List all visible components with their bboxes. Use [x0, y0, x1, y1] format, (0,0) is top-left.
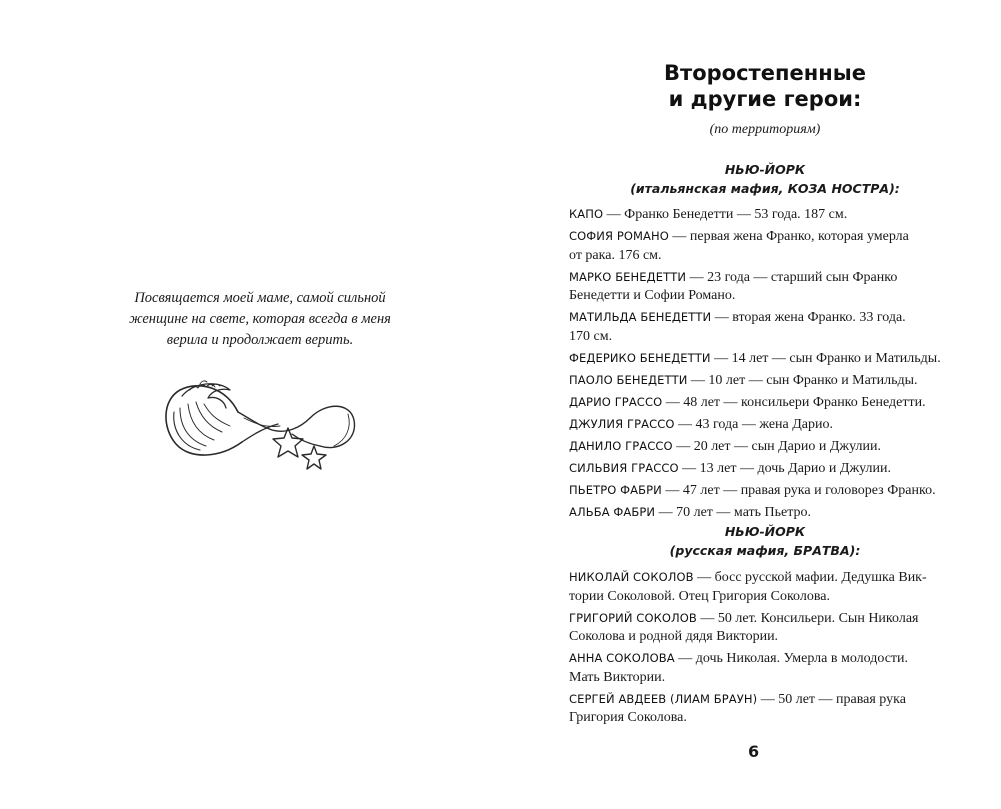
character-entry: [569, 205, 957, 225]
character-description: — 23 года — старший сын Франко: [686, 269, 898, 285]
character-entry-line: [569, 308, 957, 328]
character-entry-line: [569, 459, 957, 479]
character-entry-line: [569, 287, 957, 306]
section-title-cosa-nostra: [560, 160, 970, 198]
character-name: НИКОЛАЙ СОКОЛОВ: [569, 570, 694, 584]
character-name: ДАНИЛО ГРАССО: [569, 438, 673, 453]
character-entry: [569, 268, 957, 306]
character-name: СИЛЬВИЯ ГРАССО: [569, 460, 679, 475]
section-title-line: (итальянская мафия, КОЗА НОСТРА):: [630, 181, 900, 196]
section-title-line: НЬЮ-ЙОРК: [724, 162, 806, 177]
character-description: — босс русской мафии. Дедушка Вик-: [693, 570, 927, 585]
wave-infinity-stars-ornament-icon: [160, 368, 360, 476]
heading-line: Второстепенные: [664, 61, 866, 85]
dedication: [100, 288, 420, 351]
character-name: СОФИЯ РОМАНО: [569, 229, 669, 243]
character-entry: [569, 503, 957, 523]
character-description: — 50 лет — правая рука: [757, 691, 906, 707]
character-description: Бенедетти и Софии Романо.: [569, 288, 736, 303]
character-entry-line: [569, 371, 957, 391]
character-entry-line: [569, 588, 957, 607]
character-description: — Франко Бенедетти — 53 года. 187 см.: [603, 207, 848, 222]
character-description: — 43 года — жена Дарио.: [674, 416, 834, 432]
character-description: от рака. 176 см.: [569, 247, 662, 263]
dedication-line: Посвящается моей маме, самой сильной: [134, 290, 386, 306]
character-entry: [569, 437, 957, 457]
left-page: [0, 0, 500, 809]
character-description: — первая жена Франко, которая умерла: [668, 229, 909, 244]
character-description: — 10 лет — сын Франко и Матильды.: [687, 372, 918, 388]
character-name: СЕРГЕЙ АВДЕЕВ (ЛИАМ БРАУН): [569, 691, 758, 706]
character-entry: [569, 459, 957, 479]
character-description: — 20 лет — сын Дарио и Джулии.: [672, 438, 881, 454]
character-name: ДЖУЛИЯ ГРАССО: [569, 416, 675, 431]
character-description: Мать Виктории.: [569, 669, 666, 685]
character-name: АННА СОКОЛОВА: [569, 651, 675, 665]
character-description: Соколова и родной дядя Виктории.: [569, 629, 779, 644]
character-description: — вторая жена Франко. 33 года.: [711, 310, 906, 325]
character-description: — 48 лет — консильери Франко Бенедетти.: [662, 394, 926, 410]
character-entry: [569, 690, 957, 728]
character-entry: [569, 481, 957, 501]
character-description: — дочь Николая. Умерла в молодости.: [674, 651, 909, 666]
section-title-line: НЬЮ-ЙОРК: [724, 524, 806, 539]
character-name: МАТИЛЬДА БЕНЕДЕТТИ: [569, 310, 712, 324]
character-entry-line: [569, 205, 957, 225]
page-number: 6: [748, 742, 760, 761]
character-entry: [569, 308, 957, 346]
character-entry-line: [569, 328, 957, 347]
character-description: — 70 лет — мать Пьетро.: [655, 504, 812, 520]
character-name: ГРИГОРИЙ СОКОЛОВ: [569, 610, 697, 625]
character-entry: [569, 609, 957, 647]
character-entry: [569, 568, 957, 606]
character-entry: [569, 393, 957, 413]
character-name: КАПО: [569, 207, 604, 221]
character-entry-line: [569, 628, 957, 647]
character-entry-line: [569, 503, 957, 523]
character-entry-line: [569, 437, 957, 457]
character-entry: [569, 415, 957, 435]
character-description: тории Соколовой. Отец Григория Соколова.: [569, 588, 830, 604]
character-description: — 13 лет — дочь Дарио и Джулии.: [678, 460, 891, 476]
character-list-bratva: [569, 568, 957, 730]
character-entry-line: [569, 415, 957, 435]
character-entry-line: [569, 393, 957, 413]
character-entry-line: [569, 690, 957, 710]
character-name: МАРКО БЕНЕДЕТТИ: [569, 269, 687, 284]
character-entry-line: [569, 247, 957, 266]
character-description: Григория Соколова.: [569, 710, 687, 725]
section-title-line: (русская мафия, БРАТВА):: [669, 543, 861, 558]
character-entry: [569, 649, 957, 687]
right-page: [500, 0, 1001, 809]
character-name: ПЬЕТРО ФАБРИ: [569, 482, 662, 497]
character-entry-line: [569, 669, 957, 688]
dedication-line: верила и продолжает верить.: [166, 332, 354, 348]
character-description: — 47 лет — правая рука и головорез Франко.: [661, 482, 936, 498]
character-name: ПАОЛО БЕНЕДЕТТИ: [569, 372, 688, 387]
character-entry: [569, 371, 957, 391]
character-entry-line: [569, 649, 957, 669]
character-description: — 50 лет. Консильери. Сын Николая: [696, 610, 919, 626]
dedication-line: женщине на свете, которая всегда в меня: [129, 311, 391, 327]
character-description: 170 см.: [569, 328, 613, 344]
character-list-cosa-nostra: [569, 205, 957, 525]
character-entry-line: [569, 709, 957, 728]
heading-line: и другие герои:: [668, 87, 862, 111]
page-subheading: (по территориям): [709, 122, 821, 137]
page-heading: [600, 60, 930, 112]
character-name: ДАРИО ГРАССО: [569, 394, 663, 409]
character-entry-line: [569, 227, 957, 247]
character-entry-line: [569, 481, 957, 501]
character-name: АЛЬБА ФАБРИ: [569, 504, 656, 519]
character-entry: [569, 349, 957, 369]
character-entry-line: [569, 268, 957, 288]
section-title-bratva: [560, 522, 970, 560]
character-entry: [569, 227, 957, 265]
character-name: ФЕДЕРИКО БЕНЕДЕТТИ: [569, 350, 711, 365]
character-entry-line: [569, 568, 957, 588]
character-description: — 14 лет — сын Франко и Матильды.: [710, 350, 941, 366]
character-entry-line: [569, 609, 957, 629]
character-entry-line: [569, 349, 957, 369]
